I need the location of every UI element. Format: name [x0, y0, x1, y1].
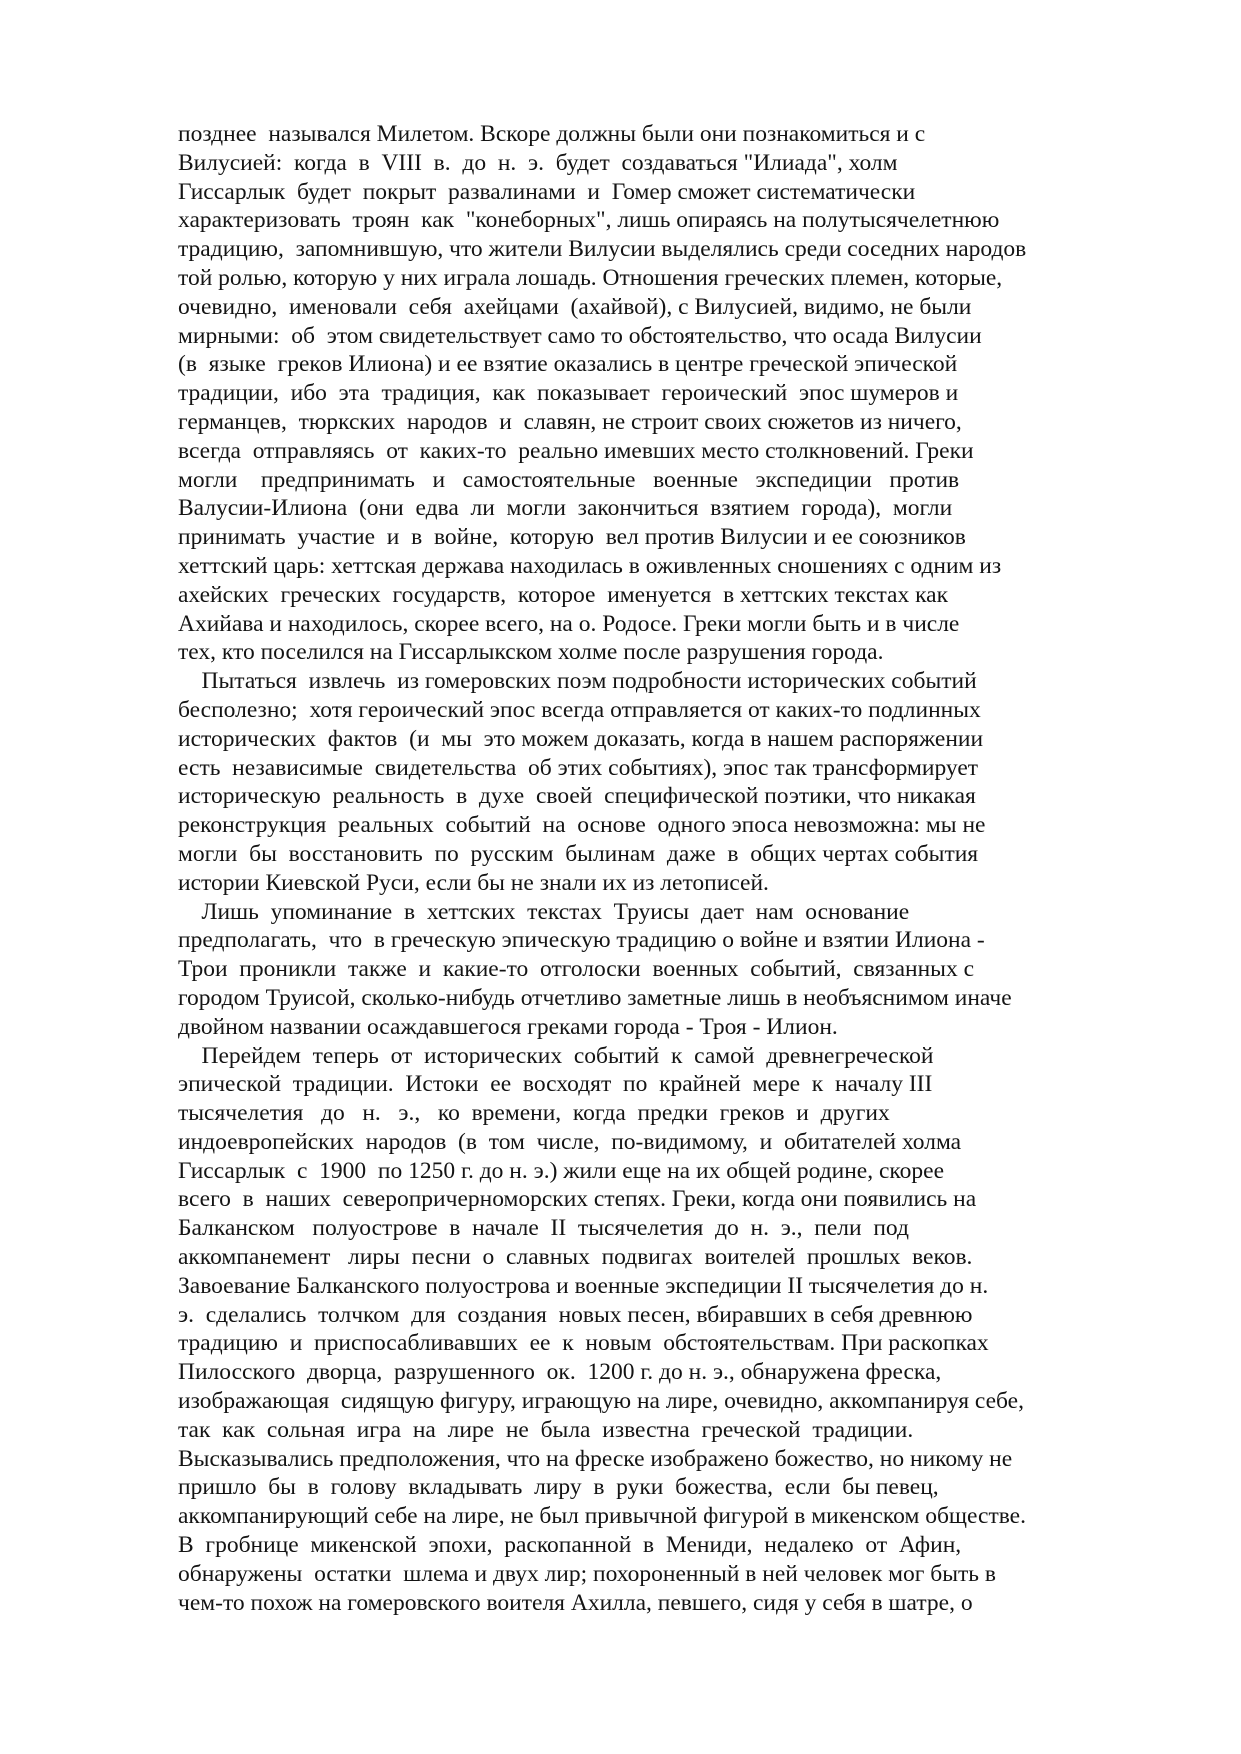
text-line: мирными: об этом свидетельствует само то обстоятельство, что осада Вилусии [178, 322, 982, 349]
text-line: (в языке греков Илиона) и ее взятие оказались в центре греческой эпической [178, 351, 958, 378]
body-text [178, 120, 1098, 1617]
text-line: двойном названии осаждавшегося греками города - Троя - Илион. [178, 1013, 838, 1040]
text-line: Пилосского дворца, разрушенного ок. 1200 г. до н. э., обнаружена фреска, [178, 1359, 942, 1386]
text-line: традицию, запомнившую, что жители Вилусии выделялись среди соседних народов [178, 236, 1027, 263]
text-line: Балканском полуострове в начале II тысячелетия до н. э., пели под [178, 1215, 909, 1242]
text-line: предполагать, что в греческую эпическую традицию о войне и взятии Илиона - [178, 927, 985, 954]
text-line: э. сделались толчком для создания новых песен, вбиравших в себя древнюю [178, 1301, 973, 1328]
text-line: ахейских греческих государств, которое именуется в хеттских текстах как [178, 581, 948, 608]
text-line: Трои проникли также и какие-то отголоски военных событий, связанных с [178, 956, 975, 983]
text-line: исторических фактов (и мы это можем доказать, когда в нашем распоряжении [178, 725, 984, 752]
text-line: Валусии-Илиона (они едва ли могли закончиться взятием города), могли [178, 495, 953, 522]
text-line: Высказывались предположения, что на фреске изображено божество, но никому не [178, 1445, 1013, 1472]
text-line: историческую реальность в духе своей специфической поэтики, что никакая [178, 783, 976, 810]
text-line: обнаружены остатки шлема и двух лир; похороненный в ней человек мог быть в [178, 1560, 996, 1587]
text-line: аккомпанемент лиры песни о славных подвигах воителей прошлых веков. [178, 1244, 973, 1271]
text-line: могли предпринимать и самостоятельные военные экспедиции против [178, 466, 960, 493]
text-line: истории Киевской Руси, если бы не знали их из летописей. [178, 869, 769, 896]
text-line: могли бы восстановить по русским былинам даже в общих чертах события [178, 840, 979, 867]
text-line: изображающая сидящую фигуру, играющую на лире, очевидно, аккомпанируя себе, [178, 1388, 1024, 1415]
text-line: традицию и приспосабливавших ее к новым обстоятельствам. При раскопках [178, 1330, 989, 1357]
text-line: пришло бы в голову вкладывать лиру в руки божества, если бы певец, [178, 1474, 939, 1501]
text-line: традиции, ибо эта традиция, как показывает героический эпос шумеров и [178, 380, 959, 407]
text-line: хеттский царь: хеттская держава находилась в оживленных сношениях с одним из [178, 552, 1002, 579]
text-line: принимать участие и в войне, которую вел против Вилусии и ее союзников [178, 524, 966, 551]
text-line: аккомпанирующий себе на лире, не был привычной фигурой в микенском обществе. [178, 1503, 1026, 1530]
text-line: эпической традиции. Истоки ее восходят по крайней мере к началу III [178, 1071, 933, 1098]
text-line: есть независимые свидетельства об этих событиях), эпос так трансформирует [178, 754, 979, 781]
text-line: тысячелетия до н. э., ко времени, когда предки греков и других [178, 1100, 890, 1127]
text-line: так как сольная игра на лире не была известна греческой традиции. [178, 1416, 914, 1443]
text-line: Вилусией: когда в VIII в. до н. э. будет создаваться "Илиада", холм [178, 149, 898, 176]
text-line: городом Труисой, сколько-нибудь отчетливо заметные лишь в необъяснимом иначе [178, 984, 1012, 1011]
text-line: германцев, тюркских народов и славян, не строит своих сюжетов из ничего, [178, 408, 962, 435]
text-line: реконструкция реальных событий на основе одного эпоса невозможна: мы не [178, 812, 986, 839]
text-line: В гробнице микенской эпохи, раскопанной в Мениди, недалеко от Афин, [178, 1532, 962, 1559]
text-line: бесполезно; хотя героический эпос всегда отправляется от каких-то подлинных [178, 696, 981, 723]
text-line: характеризовать троян как "конеборных", лишь опираясь на полутысячелетнюю [178, 207, 1000, 234]
text-line: индоевропейских народов (в том числе, по-видимому, и обитателей холма [178, 1128, 962, 1155]
text-line: очевидно, именовали себя ахейцами (ахайвой), с Вилусией, видимо, не были [178, 293, 972, 320]
text-line: Перейдем теперь от исторических событий к самой древнегреческой [178, 1042, 934, 1069]
text-line: Лишь упоминание в хеттских текстах Труисы дает нам основание [178, 898, 910, 925]
text-line: Гиссарлык с 1900 по 1250 г. до н. э.) жили еще на их общей родине, скорее [178, 1157, 944, 1184]
text-line: Гиссарлык будет покрыт развалинами и Гомер сможет систематически [178, 178, 916, 205]
text-line: всего в наших северопричерноморских степях. Греки, когда они появились на [178, 1186, 977, 1213]
text-line: чем-то похож на гомеровского воителя Ахилла, певшего, сидя у себя в шатре, о [178, 1589, 973, 1616]
text-line: Завоевание Балканского полуострова и военные экспедиции II тысячелетия до н. [178, 1272, 989, 1299]
text-line: Ахийава и находилось, скорее всего, на о. Родосе. Греки могли быть и в числе [178, 610, 960, 637]
text-line: позднее назывался Милетом. Вскоре должны были они познакомиться и с [178, 121, 926, 147]
text-line: всегда отправляясь от каких-то реально имевших место столкновений. Греки [178, 437, 974, 464]
text-line: той ролью, которую у них играла лошадь. Отношения греческих племен, которые, [178, 264, 1003, 291]
text-line: тех, кто поселился на Гиссарлыкском холме после разрушения города. [178, 639, 884, 666]
text-line: Пытаться извлечь из гомеровских поэм подробности исторических событий [178, 668, 977, 695]
